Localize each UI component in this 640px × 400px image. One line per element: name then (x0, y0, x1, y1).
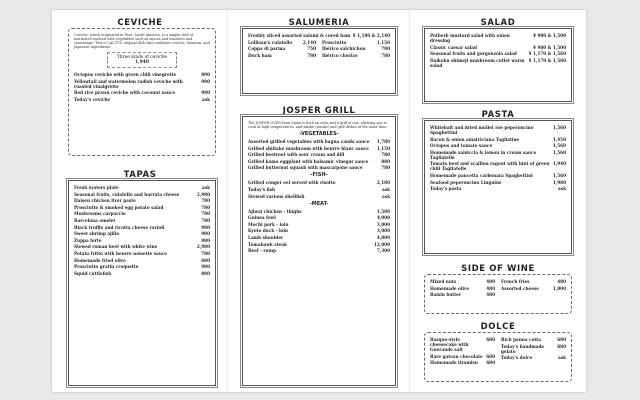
dolce-item-name: Today's dolce (501, 355, 533, 361)
meat-item-name: Kyoto duck - loin (248, 228, 288, 234)
pasta-list (430, 125, 566, 191)
sidewine-item-name: Homemade olive (430, 285, 470, 291)
fish-item (248, 194, 390, 199)
salumeria-item-name: Ibérico chorizo (322, 52, 358, 58)
salumeria-item-name: Coppa di parma (248, 46, 286, 52)
meat-item-name: Guinea fowl (248, 215, 276, 221)
tapas-item (74, 258, 210, 263)
sidewine-item-price: 480 (486, 279, 495, 284)
meat-item (248, 242, 390, 247)
vegetable-item-name: Grilled beetroot with sour cream and dill (248, 152, 345, 158)
tapas-item (74, 251, 210, 256)
dolce-item-price: 680 (486, 337, 495, 342)
vegetable-item-price: 1,780 (376, 139, 390, 144)
salad-item-name: Classic caesar salad (430, 44, 477, 50)
pasta-item-name: Bacon & onion amatriciana Tagliatine (430, 136, 520, 142)
vegetable-item-name: Assorted grilled vegetables with bagna cauda sauce (248, 139, 370, 144)
fish-list (248, 180, 390, 198)
pasta-item-price: 1,560 (552, 143, 566, 149)
vegetable-item (248, 152, 390, 157)
salad-title: SALAD (480, 18, 516, 28)
dolce-item (501, 355, 566, 360)
sidewine-item (501, 286, 566, 291)
vegetable-item (248, 159, 390, 164)
salad-item (430, 58, 566, 68)
meat-item-price: 4,000 (376, 215, 390, 221)
salumeria-item (248, 53, 316, 58)
dolce-item (430, 337, 495, 352)
dolce-title: DOLCE (480, 322, 516, 332)
tapas-box (68, 180, 216, 386)
salad-item (430, 51, 566, 56)
tapas-item-name: Prosciutto gratin croquette (74, 264, 139, 270)
josper-title: JOSPER GRILL (282, 106, 356, 116)
salad-item-price: ¥ 1,170 & 1,560 (528, 57, 566, 63)
vegetable-item-name: Grilled butternut squash with mascarpone sauce (248, 165, 363, 171)
fish-item-name: Grilled conger eel served with risotto (248, 180, 336, 186)
pasta-item-price: 1,560 (552, 172, 566, 178)
dolce-item-price: 680 (557, 343, 566, 349)
pasta-item-name: Octopus and tomato sauce (430, 143, 493, 149)
tapas-item-name: Fresh oysters plate (74, 185, 119, 190)
ceviche-item-name: Yellowtail and watermelon radish ceviche with roasted vinaigrette (74, 78, 183, 89)
salad-item-name: Potherb mustard salad with onion dressing (430, 33, 510, 43)
vegetable-item (248, 165, 390, 170)
salumeria-item-name: Ibérico salchichon (322, 46, 366, 52)
tapas-item-price: 780 (201, 198, 210, 204)
dolce-item-name: Basque-style cheesecake with Guerande salt (430, 337, 469, 352)
menu-page-right (410, 10, 586, 392)
vegetable-item-price: 1,150 (376, 145, 390, 151)
tapas-item (74, 192, 210, 197)
salumeria-list (248, 40, 390, 60)
fish-item-price: ask (382, 186, 390, 192)
dolce-item-price: 680 (557, 337, 566, 342)
pasta-item-price: 1,450 (552, 136, 566, 142)
salumeria-item (322, 46, 390, 51)
sidewine-item-price: 480 (486, 292, 495, 298)
vegetable-item-price: 780 (381, 152, 390, 158)
meat-item-price: 1,580 (376, 208, 390, 214)
salumeria-item-name: Duck ham (248, 52, 272, 58)
salumeria-item-price: 780 (381, 46, 390, 52)
josper-intro: The JOSPER OVEN from Spain is both an oven and a grill in one, allowing you to cook at high temperatures, and smoke (smoke) and grill dishes at the same time. (248, 121, 388, 129)
tapas-item (74, 211, 210, 216)
ceviche-item-price: 890 (201, 72, 210, 77)
pasta-item-name: Today's pasta (430, 186, 462, 192)
salad-item-name: Daikoku shimeji mushroom cutlet warm salad (430, 57, 525, 68)
salad-item-name: Seasonal fruits and gorgonzola salad (430, 51, 517, 57)
ceviche-item-price: ask (202, 96, 210, 102)
vegetables-label: -VEGETABLES- (299, 131, 339, 137)
salumeria-item-price: 780 (381, 52, 390, 58)
dolce-item (501, 344, 566, 354)
tapas-list (74, 185, 210, 276)
salumeria-title: SALUMERIA (288, 18, 350, 28)
fish-item-price: ask (382, 193, 390, 199)
meat-item (248, 222, 390, 227)
pasta-item (430, 143, 566, 148)
tapas-item-price: 980 (201, 231, 210, 237)
ceviche-kinds-title: Three kinds of ceviche (116, 55, 168, 60)
menu-page-center (228, 10, 410, 392)
salumeria-item (248, 40, 316, 45)
tapas-item-price: 2,980 (196, 191, 210, 197)
dolce-item-price: ask (558, 355, 566, 361)
fish-item (248, 187, 390, 192)
vegetable-item-price: 780 (381, 165, 390, 171)
tapas-item (74, 205, 210, 210)
meat-item-name: Tomahawk steak (248, 241, 287, 247)
sidewine-item-price: 480 (557, 279, 566, 284)
sidewine-item (430, 292, 495, 297)
salad-list (430, 33, 566, 68)
pasta-item (430, 137, 566, 142)
tapas-item-price: 980 (201, 224, 210, 230)
sidewine-box (424, 274, 572, 314)
josper-box (242, 116, 396, 386)
meat-item-price: 7,300 (376, 248, 390, 254)
dolce-item-name: Rich panna cotta (501, 337, 541, 342)
meat-item (248, 228, 390, 233)
meat-item-name: Mochi pork - loin (248, 221, 289, 227)
ceviche-box (68, 28, 216, 156)
pasta-item (430, 186, 566, 191)
dolce-item-name: Rare gateau chocolate (430, 353, 483, 359)
meat-item-price: 4,800 (376, 234, 390, 240)
tapas-item (74, 244, 210, 249)
pasta-item (430, 180, 566, 185)
fish-item (248, 180, 390, 185)
salumeria-item-name: Lollisan's culatello (248, 39, 293, 45)
salad-item-price: ¥ 1,170 & 1,560 (528, 51, 566, 57)
tapas-item-price: 2,980 (196, 244, 210, 250)
meat-list (248, 209, 390, 254)
tapas-item-name: Prosciutto & smoked egg potato salad (74, 204, 164, 210)
salad-item (430, 45, 566, 50)
meat-item-name: Lamb shoulder (248, 234, 284, 240)
tapas-item-name: Mushrooms carpaccio (74, 211, 126, 217)
pasta-item (430, 161, 566, 171)
pasta-item-name: Homemade pancetta carbonara Spaghettini (430, 172, 533, 178)
vegetable-item (248, 146, 390, 151)
dolce-right-list (501, 337, 566, 367)
tapas-item-price: 980 (201, 264, 210, 270)
tapas-item-price: 780 (201, 204, 210, 210)
tapas-item (74, 185, 210, 190)
salumeria-item-name: Prosciutto (322, 39, 347, 45)
pasta-box (424, 120, 572, 254)
pasta-item-price: 1,560 (552, 149, 566, 155)
pasta-title: PASTA (481, 110, 515, 120)
pasta-item-price: 1,940 (552, 161, 566, 167)
tapas-item (74, 264, 210, 269)
sidewine-item-name: Raisin butter (430, 292, 462, 298)
fish-item-name: Today's fish (248, 186, 276, 192)
ceviche-item-name: Red rice prawn ceviche with coconut sauce (74, 90, 176, 96)
tapas-item (74, 271, 210, 276)
vegetable-item-name: Grilled kamo eggplant with balsamic vinegar sauce (248, 158, 369, 164)
menu-page-left (52, 10, 228, 392)
tapas-item-name: Sweet shrimp ajillo (74, 231, 120, 237)
sidewine-item-name: Mixed nuts (430, 279, 457, 284)
pasta-item-price: 1,560 (552, 125, 566, 130)
tapas-item-name: Stewed roman beef with white wine (74, 244, 158, 250)
dolce-item-price: 680 (486, 360, 495, 366)
ceviche-item-price: 980 (201, 78, 210, 84)
ceviche-item (74, 97, 210, 102)
meat-item-price: 3,000 (376, 228, 390, 234)
meat-item-price: 12,000 (373, 241, 390, 247)
salumeria-item-price: 750 (307, 46, 316, 52)
tapas-title: TAPAS (123, 170, 157, 180)
ceviche-item (74, 79, 210, 89)
tapas-item-price: 780 (201, 217, 210, 223)
dolce-left-list (430, 337, 495, 367)
salumeria-item-price: 780 (307, 52, 316, 58)
meat-item-price: 3,800 (376, 221, 390, 227)
pasta-item-name: Seafood peperoncino Linguine (430, 179, 502, 185)
salumeria-item (322, 40, 390, 45)
dolce-item-name: Today's handmade gelato (501, 343, 545, 354)
pasta-item (430, 150, 566, 160)
dolce-box (424, 332, 572, 382)
fish-item-name: Stewed various shellfish (248, 193, 305, 199)
tapas-item (74, 238, 210, 243)
vegetable-item-price: 880 (381, 158, 390, 164)
sidewine-item (430, 279, 495, 284)
dolce-item (430, 360, 495, 365)
vegetable-item-name: Grilled shiitake mushroom with beurre blanc sauce (248, 145, 369, 151)
salad-item-price: ¥ 980 & 1,500 (533, 44, 566, 50)
salumeria-box (242, 28, 396, 94)
tapas-item-name: Barcelona omelet (74, 217, 116, 223)
dolce-item (430, 354, 495, 359)
pasta-item-name: Tomato beef and scallion ragout with hint of green chili Tagliatelle (430, 161, 550, 172)
tapas-item-name: Zuppa forte (74, 237, 102, 243)
pasta-item (430, 173, 566, 178)
salumeria-item-price: 2,140 (302, 39, 316, 45)
salumeria-item (248, 46, 316, 51)
tapas-item-name: Black truffle and ricotta cheese ravioli (74, 224, 165, 230)
sidewine-item-name: French fries (501, 279, 530, 284)
pasta-item (430, 125, 566, 135)
sidewine-item-price: 480 (486, 285, 495, 291)
salad-item-price: ¥ 980 & 1,500 (533, 33, 566, 38)
tapas-item-name: Seasonal fruits, culatello and burrata cheese (74, 191, 180, 197)
sidewine-item-price: 1,800 (552, 285, 566, 291)
meat-item (248, 209, 390, 214)
tapas-item-price: 780 (201, 250, 210, 256)
tapas-item-name: Potato fritto with beurre noisette sauce (74, 250, 167, 256)
pasta-item-name: Whitebait and dried mullet roe peperoncino Spaghettini (430, 125, 534, 135)
ceviche-kinds-price: 1,940 (135, 60, 149, 65)
salumeria-item-price: 1,150 (376, 39, 390, 45)
meat-item (248, 215, 390, 220)
ceviche-item (74, 72, 210, 77)
tapas-item-price: 880 (201, 270, 210, 276)
ceviche-item-name: Today's ceviche (74, 96, 111, 102)
salumeria-item (322, 53, 390, 58)
sidewine-left-list (430, 279, 495, 299)
ceviche-item (74, 90, 210, 95)
sidewine-item (430, 286, 495, 291)
tapas-item-price: 680 (201, 257, 210, 263)
meat-item (248, 248, 390, 253)
ceviche-item-price: 980 (201, 90, 210, 96)
fish-item-price: 2,180 (376, 180, 390, 186)
meat-item-name: Beef - rump (248, 248, 276, 254)
vegetables-list (248, 139, 390, 170)
tapas-item (74, 231, 210, 236)
tapas-item-price: ask (202, 185, 210, 190)
pasta-item-price: 1,980 (552, 179, 566, 185)
tapas-item-price: 780 (201, 211, 210, 217)
meat-item-name: Ajiwai chicken - thighs (248, 208, 302, 214)
tapas-item (74, 218, 210, 223)
tapas-item-name: Daisen chicken liver paste (74, 198, 136, 204)
ceviche-title: CEVICHE (117, 18, 163, 28)
dolce-item (501, 337, 566, 342)
vegetable-item (248, 139, 390, 144)
ceviche-intro: Ceviche, which originated in Peru, South America, is a simple dish of marinated seafood with vegetables such as onions and tomatoes and seasonings. This is CACTUS original dish that combines ceviche, Mexican, and Japanese ingredients. (74, 33, 210, 49)
tapas-item (74, 225, 210, 230)
dolce-item-price: 680 (486, 353, 495, 359)
tapas-item (74, 198, 210, 203)
sidewine-item-name: Assorted cheese (501, 285, 539, 291)
tapas-item-name: Squid cuttlefish (74, 270, 112, 276)
meat-item (248, 235, 390, 240)
sidewine-right-list (501, 279, 566, 299)
tapas-item-name: Homemade fried olive (74, 257, 126, 263)
pasta-item-name: Homemade salsiccia & lemon in cream sauce Tagliatelle (430, 149, 537, 160)
ceviche-list (74, 72, 210, 102)
sidewine-title: SIDE OF WINE (461, 264, 535, 274)
salad-box (424, 28, 572, 102)
ceviche-item-name: Octopus ceviche with green chili vinegrette (74, 72, 177, 77)
dolce-item-name: Homemade tiramisu (430, 360, 478, 366)
tapas-item-price: 880 (201, 237, 210, 243)
fish-label: -FISH- (310, 172, 328, 179)
meat-label: -MEAT- (309, 200, 329, 207)
salad-item (430, 33, 566, 43)
sidewine-item (501, 279, 566, 284)
salumeria-top: Freshly sliced assorted salami & cured ham ¥ 1,180 & 2,140 (248, 33, 390, 38)
pasta-item-price: ask (558, 186, 566, 192)
